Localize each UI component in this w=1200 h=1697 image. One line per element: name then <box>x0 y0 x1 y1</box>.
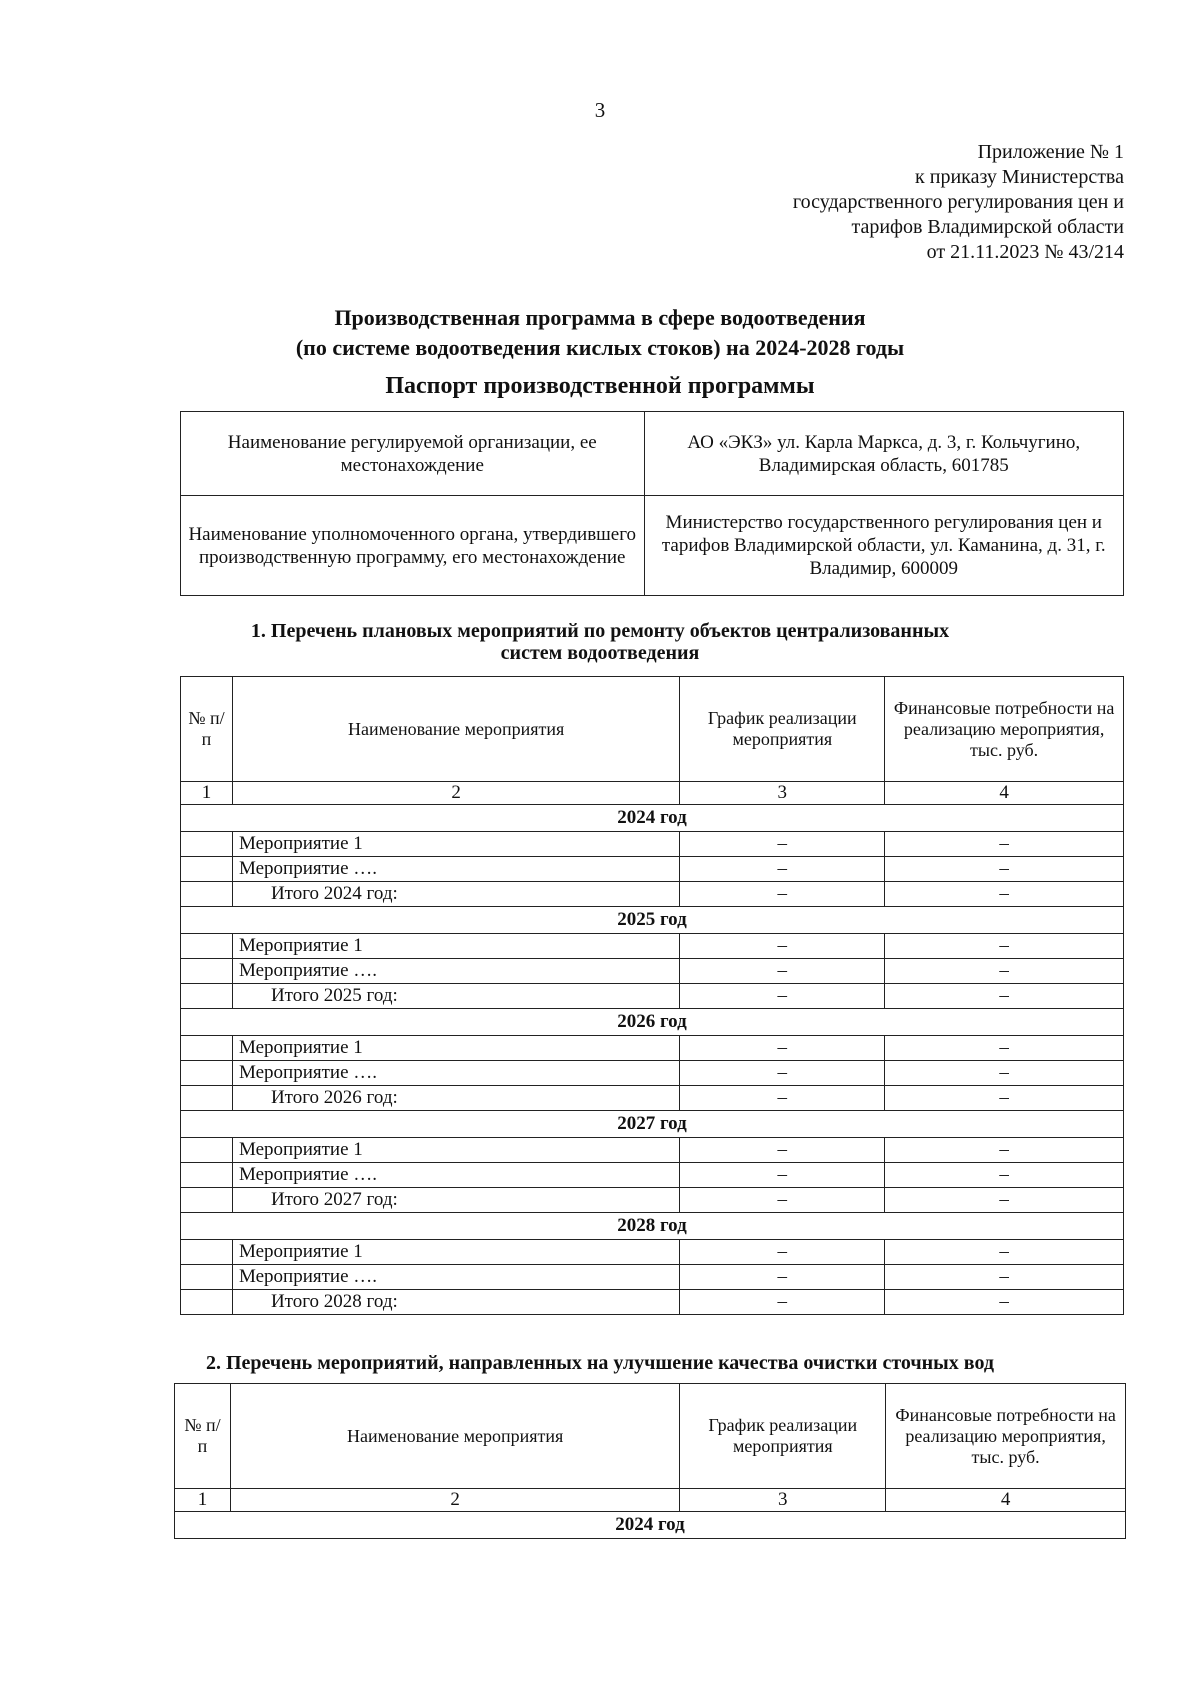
passport-table <box>180 411 1124 596</box>
event-finance: – <box>885 984 1124 1009</box>
passport-row <box>181 412 1124 496</box>
document-title <box>0 303 1200 363</box>
event-finance: – <box>885 832 1124 857</box>
event-name: Мероприятие …. <box>232 1163 679 1188</box>
event-finance: – <box>885 1240 1124 1265</box>
appendix-line: к приказу Министерства <box>915 166 1124 188</box>
passport-row <box>181 496 1124 596</box>
col-number: 2 <box>232 782 679 805</box>
row-number-cell <box>181 1138 233 1163</box>
event-schedule: – <box>680 1138 885 1163</box>
event-name: Итого 2028 год: <box>232 1290 679 1315</box>
event-name: Мероприятие 1 <box>232 832 679 857</box>
col-number: 3 <box>680 1489 886 1512</box>
total-row <box>181 1086 1124 1111</box>
passport-label: Наименование уполномоченного органа, утвердившего производственную программу, его местонахождение <box>181 496 645 596</box>
event-finance: – <box>885 1290 1124 1315</box>
passport-value: АО «ЭКЗ» ул. Карла Маркса, д. 3, г. Кольчугино, Владимирская область, 601785 <box>644 412 1123 496</box>
col-header-name: Наименование мероприятия <box>230 1384 679 1489</box>
event-row <box>181 1138 1124 1163</box>
event-name: Мероприятие …. <box>232 857 679 882</box>
year-row <box>175 1512 1126 1539</box>
table-header-row <box>181 677 1124 782</box>
event-row <box>181 1240 1124 1265</box>
column-numbers-row <box>175 1489 1126 1512</box>
col-number: 1 <box>181 782 233 805</box>
event-schedule: – <box>680 1036 885 1061</box>
total-row <box>181 1188 1124 1213</box>
total-row <box>181 1290 1124 1315</box>
event-name: Итого 2024 год: <box>232 882 679 907</box>
col-number: 4 <box>885 782 1124 805</box>
event-schedule: – <box>680 984 885 1009</box>
col-header-schedule: График реализации мероприятия <box>680 1384 886 1489</box>
event-schedule: – <box>680 882 885 907</box>
col-number: 3 <box>680 782 885 805</box>
col-header-number: № п/п <box>181 677 233 782</box>
year-row <box>181 805 1124 832</box>
year-row <box>181 1009 1124 1036</box>
event-schedule: – <box>680 1163 885 1188</box>
event-name: Итого 2026 год: <box>232 1086 679 1111</box>
row-number-cell <box>181 1061 233 1086</box>
year-label: 2024 год <box>181 805 1124 832</box>
cleaning-events-table <box>174 1383 1126 1539</box>
event-name: Мероприятие 1 <box>232 1138 679 1163</box>
event-schedule: – <box>680 857 885 882</box>
row-number-cell <box>181 1163 233 1188</box>
row-number-cell <box>181 934 233 959</box>
row-number-cell <box>181 1188 233 1213</box>
event-row <box>181 959 1124 984</box>
row-number-cell <box>181 1290 233 1315</box>
total-row <box>181 882 1124 907</box>
event-finance: – <box>885 1061 1124 1086</box>
event-schedule: – <box>680 1188 885 1213</box>
event-schedule: – <box>680 1265 885 1290</box>
section1-title-line: систем водоотведения <box>500 642 700 664</box>
event-finance: – <box>885 934 1124 959</box>
event-schedule: – <box>680 934 885 959</box>
row-number-cell <box>181 1265 233 1290</box>
row-number-cell <box>181 984 233 1009</box>
appendix-block <box>793 140 1124 265</box>
event-row <box>181 1265 1124 1290</box>
year-row <box>181 1111 1124 1138</box>
table-header-row <box>175 1384 1126 1489</box>
repair-events-table <box>180 676 1124 1315</box>
year-label: 2026 год <box>181 1009 1124 1036</box>
event-schedule: – <box>680 1240 885 1265</box>
col-number: 1 <box>175 1489 231 1512</box>
appendix-line: Приложение № 1 <box>977 141 1124 163</box>
event-finance: – <box>885 1086 1124 1111</box>
event-schedule: – <box>680 832 885 857</box>
event-name: Мероприятие 1 <box>232 934 679 959</box>
row-number-cell <box>181 1086 233 1111</box>
col-header-name: Наименование мероприятия <box>232 677 679 782</box>
row-number-cell <box>181 882 233 907</box>
event-row <box>181 1061 1124 1086</box>
event-finance: – <box>885 857 1124 882</box>
col-header-finance: Финансовые потребности на реализацию мероприятия, тыс. руб. <box>886 1384 1126 1489</box>
row-number-cell <box>181 959 233 984</box>
event-name: Мероприятие 1 <box>232 1240 679 1265</box>
row-number-cell <box>181 1240 233 1265</box>
section1-title-line: 1. Перечень плановых мероприятий по ремонту объектов централизованных <box>250 620 950 642</box>
page-number: 3 <box>594 98 606 122</box>
event-name: Мероприятие …. <box>232 1061 679 1086</box>
event-schedule: – <box>680 1061 885 1086</box>
total-row <box>181 984 1124 1009</box>
row-number-cell <box>181 832 233 857</box>
title-line: (по системе водоотведения кислых стоков) на 2024-2028 годы <box>295 335 905 360</box>
event-row <box>181 1163 1124 1188</box>
event-finance: – <box>885 1138 1124 1163</box>
event-schedule: – <box>680 1086 885 1111</box>
year-label: 2027 год <box>181 1111 1124 1138</box>
event-name: Итого 2027 год: <box>232 1188 679 1213</box>
row-number-cell <box>181 1036 233 1061</box>
event-name: Итого 2025 год: <box>232 984 679 1009</box>
event-finance: – <box>885 1036 1124 1061</box>
appendix-line: тарифов Владимирской области <box>851 216 1124 238</box>
year-row <box>181 907 1124 934</box>
event-name: Мероприятие …. <box>232 959 679 984</box>
event-finance: – <box>885 1163 1124 1188</box>
year-label: 2025 год <box>181 907 1124 934</box>
year-label: 2028 год <box>181 1213 1124 1240</box>
event-name: Мероприятие 1 <box>232 1036 679 1061</box>
row-number-cell <box>181 857 233 882</box>
passport-title: Паспорт производственной программы <box>385 373 815 399</box>
column-numbers-row <box>181 782 1124 805</box>
event-row <box>181 934 1124 959</box>
event-finance: – <box>885 882 1124 907</box>
col-number: 2 <box>230 1489 679 1512</box>
passport-value: Министерство государственного регулирования цен и тарифов Владимирской области, ул. Каманина, д. 31, г. Владимир, 600009 <box>644 496 1123 596</box>
title-line: Производственная программа в сфере водоотведения <box>334 305 866 330</box>
appendix-line: от 21.11.2023 № 43/214 <box>926 241 1124 263</box>
appendix-line: государственного регулирования цен и <box>792 191 1124 213</box>
col-header-schedule: График реализации мероприятия <box>680 677 885 782</box>
event-row <box>181 857 1124 882</box>
year-label: 2024 год <box>175 1512 1126 1539</box>
event-finance: – <box>885 1188 1124 1213</box>
event-name: Мероприятие …. <box>232 1265 679 1290</box>
year-row <box>181 1213 1124 1240</box>
event-row <box>181 1036 1124 1061</box>
section1-title <box>0 620 1200 664</box>
event-finance: – <box>885 1265 1124 1290</box>
event-schedule: – <box>680 1290 885 1315</box>
event-schedule: – <box>680 959 885 984</box>
event-row <box>181 832 1124 857</box>
col-header-number: № п/п <box>175 1384 231 1489</box>
event-finance: – <box>885 959 1124 984</box>
col-number: 4 <box>886 1489 1126 1512</box>
passport-label: Наименование регулируемой организации, ее местонахождение <box>181 412 645 496</box>
col-header-finance: Финансовые потребности на реализацию мероприятия, тыс. руб. <box>885 677 1124 782</box>
section2-title: 2. Перечень мероприятий, направленных на улучшение качества очистки сточных вод <box>206 1352 994 1374</box>
